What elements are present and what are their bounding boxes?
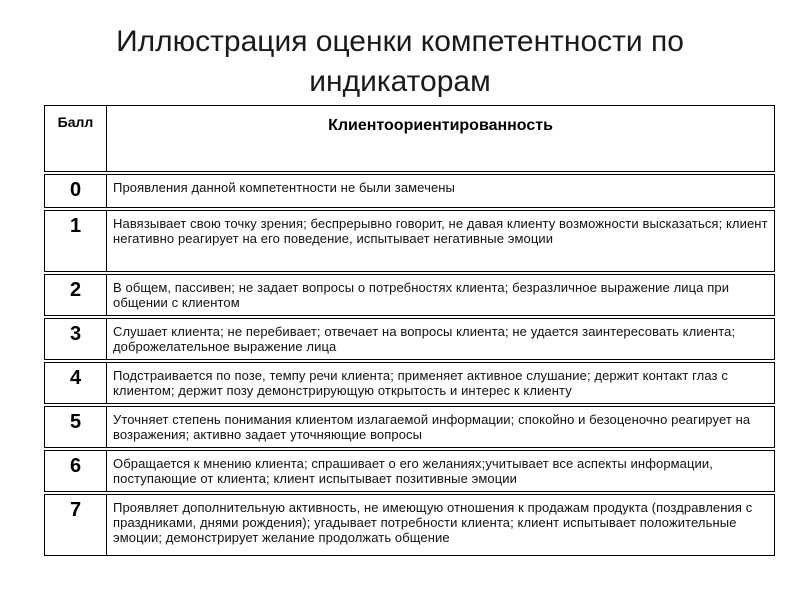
competency-table — [44, 103, 775, 558]
row-score: 5 — [44, 406, 106, 448]
row-description: Уточняет степень понимания клиентом излагаемой информации; спокойно и безоценочно реагирует на возражения; активно задает уточняющие вопросы — [106, 406, 775, 448]
row-score: 7 — [44, 494, 106, 556]
table-row — [44, 406, 775, 448]
row-description: Подстраивается по позе, темпу речи клиента; применяет активное слушание; держит контакт глаз с клиентом; держит позу демонстрирующую открытость и интерес к клиенту — [106, 362, 775, 404]
row-score: 3 — [44, 318, 106, 360]
table-row — [44, 450, 775, 492]
row-description: В общем, пассивен; не задает вопросы о потребностях клиента; безразличное выражение лица при общении с клиентом — [106, 274, 775, 316]
row-score: 6 — [44, 450, 106, 492]
header-competency: Клиентоориентированность — [106, 105, 775, 172]
table-row — [44, 274, 775, 316]
table-row — [44, 494, 775, 556]
slide-title — [40, 22, 760, 102]
table-row — [44, 174, 775, 208]
row-score: 2 — [44, 274, 106, 316]
row-description: Обращается к мнению клиента; спрашивает о его желаниях;учитывает все аспекты информации, поступающие от клиента; клиент испытывает позитивные эмоции — [106, 450, 775, 492]
row-score: 1 — [44, 210, 106, 272]
header-score: Балл — [44, 105, 106, 172]
table-header-row — [44, 105, 775, 172]
row-description: Навязывает свою точку зрения; беспрерывно говорит, не давая клиенту возможности высказаться; клиент негативно реагирует на его поведение, испытывает негативные эмоции — [106, 210, 775, 272]
slide-title-line-2: индикаторам — [309, 65, 491, 98]
table-row — [44, 362, 775, 404]
slide-title-line-1: Иллюстрация оценки компетентности по — [116, 25, 684, 58]
table-row — [44, 318, 775, 360]
row-score: 0 — [44, 174, 106, 208]
row-score: 4 — [44, 362, 106, 404]
row-description: Проявления данной компетентности не были замечены — [106, 174, 775, 208]
row-description: Проявляет дополнительную активность, не имеющую отношения к продажам продукта (поздравления с праздниками, днями рождения); угадывает потребности клиента; клиент испытывает положительные эмоции; демонстрирует желание продолжать общение — [106, 494, 775, 556]
row-description: Слушает клиента; не перебивает; отвечает на вопросы клиента; не удается заинтересовать клиента; доброжелательное выражение лица — [106, 318, 775, 360]
table-row — [44, 210, 775, 272]
